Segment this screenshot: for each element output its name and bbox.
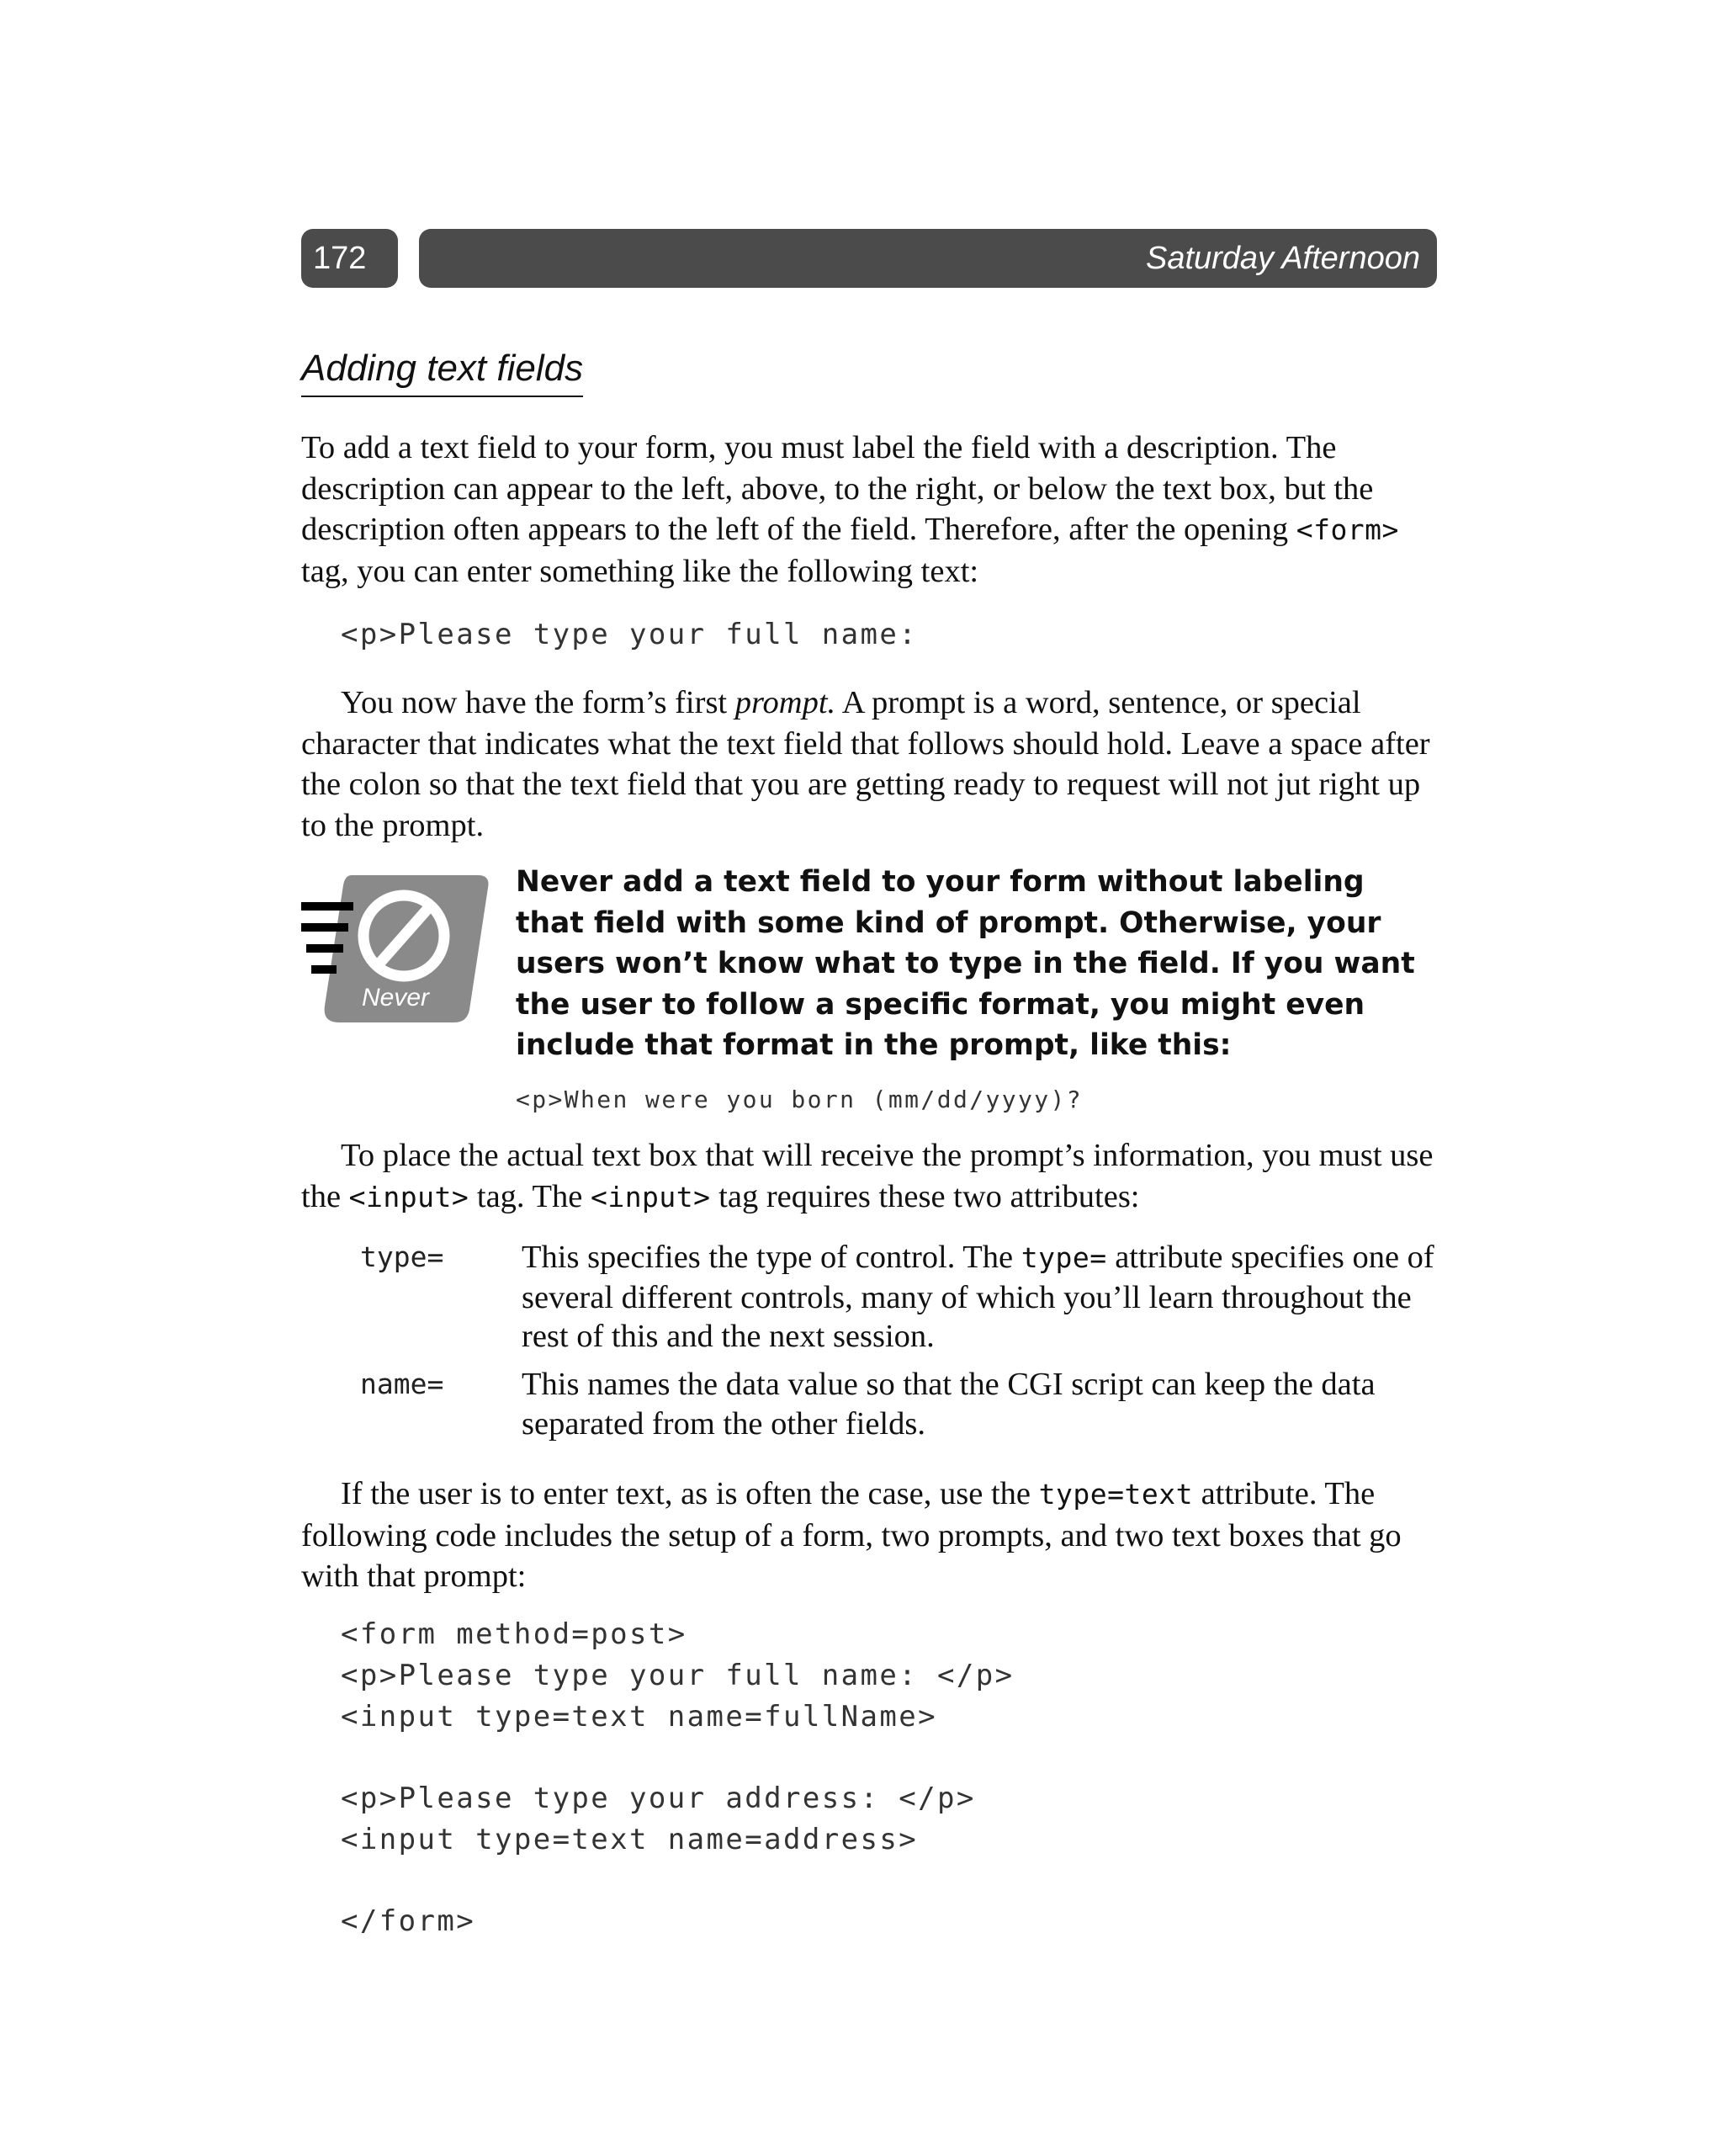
code-line: <p>Please type your address: </p> [341,1782,976,1815]
page-number: 172 [301,229,398,288]
intro-paragraph: To add a text field to your form, you must label the field with a description. The description can appear to the left, above, to the right, or below the text box, but the description often appears to the left of the field. Therefore, after the opening <form> tag, you can enter something like the following text: [301,430,1399,589]
inline-code: type=text [1038,1478,1193,1511]
code-example: <p>Please type your full name: [341,618,919,651]
code-line: </form> [341,1904,476,1938]
never-note-text: Never add a text field to your form without labeling that field with some kind of prompt. Otherwise, your users won’t know what to type in the field. If you want the user to follow a specific format, you might even include that format in the prompt, like this: [516,865,1415,1062]
emphasis: prompt. [734,685,836,720]
running-header: Saturday Afternoon [419,229,1437,288]
text-attribute-paragraph: If the user is to enter text, as is often the case, use the type=text attribute. The following code includes the setup of a form, two prompts, and two text boxes that go with that prompt: [301,1476,1402,1594]
never-note-code: <p>When were you born (mm/dd/yyyy)? [516,1086,1084,1113]
section-heading: Adding text fields [301,343,583,397]
book-page [301,0,1437,2156]
code-line: <p>Please type your full name: </p> [341,1659,1015,1692]
attribute-definition: This specifies the type of control. The type= attribute specifies one of several different controls, many of which you’ll learn throughout the rest of this and the next session. [522,1240,1434,1354]
attribute-term: name= [360,1367,444,1400]
prompt-paragraph: You now have the form’s first prompt. A prompt is a word, sentence, or special character that indicates what the text field that follows should hold. Leave a space after the colon so that the text field that you are getting ready to request will not jut right up to the prompt. [301,685,1430,843]
never-icon-label: Never [362,984,430,1012]
never-prohibition-icon [301,875,490,1022]
input-paragraph: To place the actual text box that will receive the prompt’s information, you must use the <input> tag. The <input> tag requires these two attributes: [301,1138,1434,1214]
inline-code: <input> [348,1180,469,1213]
inline-code: <input> [590,1180,711,1213]
code-line: <input type=text name=fullName> [341,1700,937,1734]
attribute-term: type= [360,1240,444,1273]
attribute-definition: This names the data value so that the CGI script can keep the data separated from the other fields. [522,1367,1376,1442]
code-line: <form method=post> [341,1617,687,1651]
inline-code: <form> [1296,513,1399,546]
code-line: <input type=text name=address> [341,1823,919,1856]
inline-code: type= [1021,1241,1107,1274]
